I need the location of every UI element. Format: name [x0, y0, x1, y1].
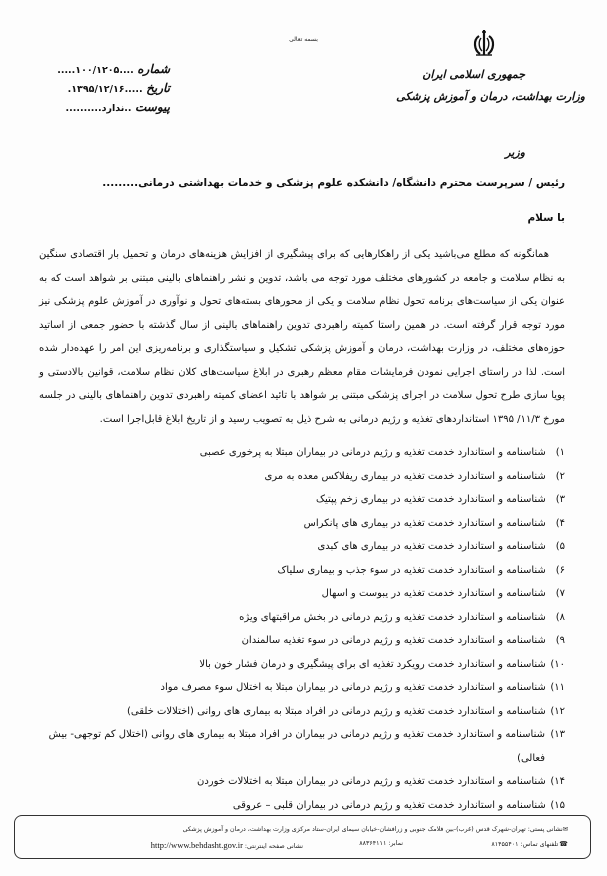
list-item	[39, 441, 565, 465]
list-item-number: ۷)	[555, 588, 565, 599]
list-item-number: ۱۵)	[550, 799, 565, 811]
iran-emblem-icon	[471, 28, 497, 58]
list-item-text: شناسنامه و استاندارد خدمت تغذیه و رژیم درمانی در افراد مبتلا به بیماری های روانی (اختلالات خلقی)	[127, 705, 546, 717]
list-item-number: ۲)	[555, 470, 565, 482]
reference-attachment-label: پیوست	[135, 100, 170, 114]
list-item-text: شناسنامه و استاندارد خدمت تغذیه و رژیم درمانی در بیماران در افراد مبتلا به بیماری های روانی (اختلال کم توجهی- بیش فعالی)	[48, 729, 545, 764]
envelope-icon: ✉	[562, 826, 568, 833]
list-item-text: شناسنامه و استاندارد خدمت تغذیه و رژیم درمانی در بیماران مبتلا به اختلال سوء مصرف مواد	[160, 682, 546, 693]
salutation: با سلام	[527, 212, 565, 224]
list-item	[39, 770, 565, 794]
list-item	[39, 676, 565, 700]
list-item	[39, 606, 565, 630]
reference-number-label: شماره	[137, 62, 170, 76]
list-item-text: شناسنامه و استاندارد خدمت تغذیه در سوء جذب و بیماری سلیاک	[277, 564, 546, 576]
list-item-number: ۱۰)	[550, 658, 565, 670]
letterhead-ministry: وزارت بهداشت، درمان و آموزش پزشکی	[396, 90, 585, 103]
footer-phone-text: تلفنهای تماس: ۸۱۴۵۵۴۰۱	[491, 841, 559, 848]
list-item-number: ۸)	[555, 611, 565, 623]
list-item-number: ۳)	[555, 494, 565, 505]
reference-number-value: ....۱۰۰/۱۲۰۵.....	[57, 65, 134, 76]
footer-address-text: نشانی پستی: تهران-شهرک قدس (غرب)-بین فلامک جنوبی و زرافشان-خیابان سیمای ایران-ستاد مرکزی وزارت بهداشت، درمان و آموزش پزشکی	[182, 826, 563, 833]
footer-website	[151, 840, 303, 850]
website-link[interactable]: http://www.behdasht.gov.ir	[150, 840, 243, 850]
list-item	[39, 512, 565, 536]
list-item	[39, 488, 565, 512]
list-item-text: شناسنامه و استاندارد خدمت رویکرد تغذیه ای برای پیشگیری و درمان فشار خون بالا	[199, 658, 546, 670]
footer-contact-box	[14, 815, 591, 859]
body-paragraph: همانگونه که مطلع می‌باشید یکی از راهکارهایی که برای پیشگیری از افزایش هزینه‌های درمان و تحمیل بار اقتصادی سنگین به نظام سلامت و جامعه در کشورهای مختلف مورد توجه می باشد، تدوین و نشر راهنماهای بالینی مبتنی بر شواهد است که به عنوان یکی از سیاست‌های برنامه تحول نظام سلامت و یکی از محورهای بسته‌های تحول و نوآوری در آموزش علوم پزشکی نیز مورد توجه قرار گرفته است. در همین راستا کمیته راهبردی تدوین راهنماهای بالینی از سال گذشته با حضور جمعی از اساتید حوزه‌های مختلف، در وزارت بهداشت، درمان و آموزش پزشکی تشکیل و سیاستگذاری و برنامه‌ریزی این امر را عهده‌دار شده است. لذا در راستای اجرایی نمودن فرمایشات مقام معظم رهبری در ابلاغ سیاست‌های کلان نظام سلامت، قوانین بالادستی و پویا سازی طرح تحول سلامت در اجرای پزشکی مبتنی بر شواهد با تائید اعضای کمیته راهبردی تدوین راهنماهای بالینی در جلسه مورخ ۱۱/۳/ ۱۳۹۵ استانداردهای تغذیه و رژیم درمانی به شرح ذیل به تصویب رسید و از تاریخ ابلاغ قابل‌اجرا است.	[39, 249, 565, 425]
list-item-text: شناسنامه و استاندارد خدمت تغذیه و رژیم درمانی در سوء تغذیه سالمندان	[241, 635, 546, 646]
reference-date-label: تاریخ	[146, 81, 170, 95]
footer-address	[183, 826, 568, 833]
reference-date-value: .....۱۳۹۵/۱۲/۱۶.	[67, 84, 143, 95]
list-item-number: ۱۳)	[550, 729, 565, 740]
list-item-text: شناسنامه و استاندارد خدمت تغذیه در بیماری های پانکراس	[303, 517, 546, 529]
list-item-text: شناسنامه و استاندارد خدمت تغذیه و رژیم درمانی در بیماران مبتلا به اختلالات خوردن	[197, 776, 546, 787]
list-item	[39, 723, 565, 770]
list-item-text: شناسنامه و استاندارد خدمت تغذیه در یبوست و اسهال	[321, 588, 546, 599]
list-item-number: ۱۱)	[550, 682, 565, 693]
minister-title: وزیر	[505, 146, 525, 159]
list-item-number: ۱۴)	[550, 776, 565, 787]
reference-block	[50, 60, 170, 117]
list-item	[39, 535, 565, 559]
list-item-number: ۴)	[555, 517, 565, 529]
reference-attachment-row	[50, 98, 170, 117]
letterhead-country: جمهوری اسلامی ایران	[422, 68, 525, 81]
footer-website-label: نشانی صفحه اینترنتی:	[244, 843, 303, 850]
list-item	[39, 629, 565, 653]
footer-fax: نمابر: ۸۸۳۶۴۱۱۱	[359, 840, 403, 847]
list-item-number: ۱)	[555, 447, 565, 458]
list-item	[39, 465, 565, 489]
list-item-text: شناسنامه و استاندارد خدمت تغذیه و رژیم درمانی در بیماران قلبی – عروقی	[232, 799, 546, 811]
list-item	[39, 582, 565, 606]
footer-contact-row	[55, 840, 568, 852]
addressee: رئیس / سرپرست محترم دانشگاه/ دانشکده علوم پزشکی و خدمات بهداشتی درمانی.........	[102, 177, 565, 189]
reference-date-row	[50, 79, 170, 98]
list-item	[39, 794, 565, 818]
list-item-number: ۵)	[555, 541, 565, 552]
reference-attachment-value: ..ندارد..........	[65, 103, 132, 114]
reference-number-row	[50, 60, 170, 79]
list-item-text: شناسنامه و استاندارد خدمت تغذیه و رژیم درمانی در بخش مراقبتهای ویژه	[239, 611, 546, 623]
list-item	[39, 653, 565, 677]
list-item-text: شناسنامه و استاندارد خدمت تغذیه در بیماری زخم پپتیک	[316, 494, 546, 505]
bismillah-heading: بسمه تعالی	[289, 36, 318, 43]
list-item-text: شناسنامه و استاندارد خدمت تغذیه در بیماری ریفلاکس معده به مری	[264, 470, 546, 482]
standards-list	[39, 441, 565, 817]
list-item-text: شناسنامه و استاندارد خدمت تغذیه در بیماری های کبدی	[317, 541, 546, 552]
footer-phone	[491, 840, 568, 848]
list-item	[39, 700, 565, 724]
list-item	[39, 559, 565, 583]
list-item-text: شناسنامه و استاندارد خدمت تغذیه و رژیم درمانی در بیماران مبتلا به پرخوری عصبی	[199, 447, 546, 458]
list-item-number: ۱۲)	[550, 705, 565, 717]
list-item-number: ۹)	[555, 635, 565, 646]
telephone-icon: ☎	[559, 840, 568, 848]
list-item-number: ۶)	[555, 564, 565, 576]
